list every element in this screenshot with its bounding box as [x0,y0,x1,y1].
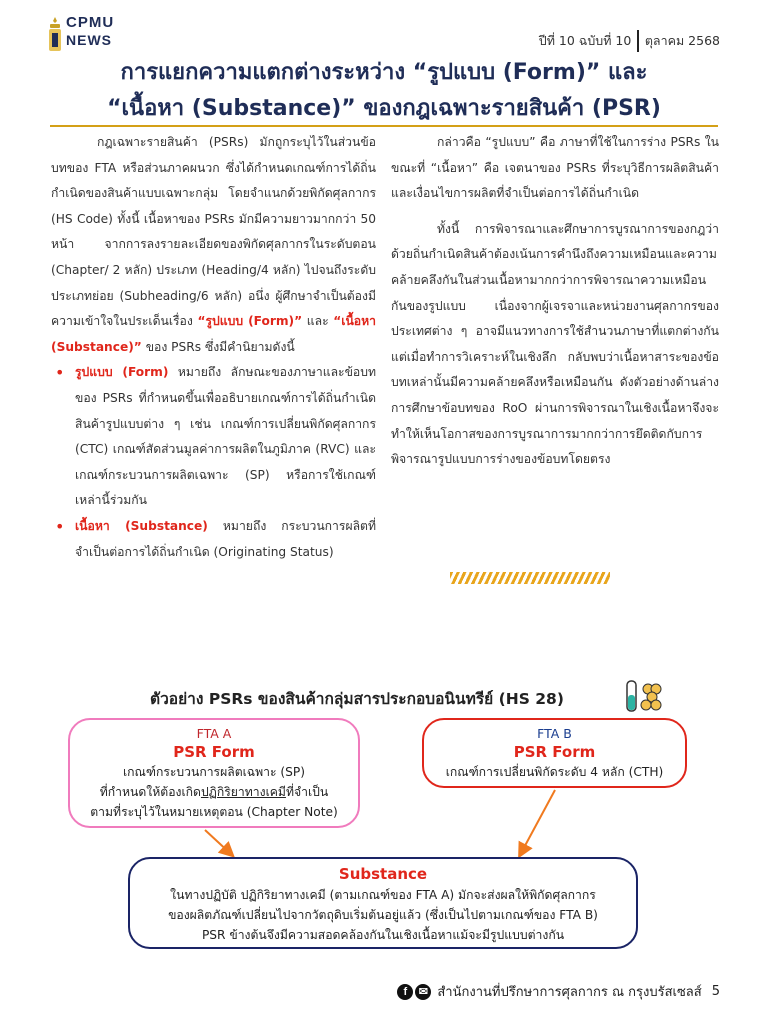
arrow-fta-a-to-substance [205,830,232,855]
bullet-substance-term: เนื้อหา (Substance) [75,518,208,533]
bullet-substance-text: หมายถึง กระบวนการผลิตที่จำเป็นต่อการได้ถิ่นกำเนิด (Originating Status) [75,518,376,559]
list-item-substance [51,514,376,565]
article-title [30,55,738,127]
decorative-stripe [450,572,610,584]
right-paragraph-1: กล่าวคือ “รูปแบบ” คือ ภาษาที่ใช้ในการร่าง PSRs ในขณะที่ “เนื้อหา” คือ เจตนาของ PSRs ที่ระบุวิธีการผลิตสินค้าและเงื่อนไขการผลิตที่จำเป็นต่อการได้ถิ่นกำเนิด [391,135,719,201]
fta-a-chemical-reaction: ปฏิกิริยาทางเคมี [200,785,286,799]
title-line-1: การแยกความแตกต่างระหว่าง “รูปแบบ (Form)” และ [120,60,648,85]
fta-b-box [422,718,687,788]
substance-box [128,857,638,949]
bullet-form-text: หมายถึง ลักษณะของภาษาและข้อบทของ PSRs ที่กำหนดขึ้นเพื่ออธิบายเกณฑ์การได้ถิ่นกำเนิดสินค้ารูปแบบต่าง ๆ เช่น เกณฑ์การเปลี่ยนพิกัดศุลกากร (CTC) เกณฑ์สัดส่วนมูลค่าการผลิตในภูมิภาค (RVC) และเกณฑ์กระบวนการผลิตเฉพาะ (SP) หรือการใช้เกณฑ์เหล่านี้ร่วมกัน [75,365,377,508]
logo-emblem-icon [46,16,64,52]
title-underline [50,125,718,127]
and-word: และ [306,314,329,329]
list-item-form [51,360,376,514]
substance-term: “เนื้อหา (Substance)” [51,314,377,354]
intro-tail: ของ PSRs ซึ่งมีคำนิยามดังนี้ [145,339,295,354]
substance-line-3: PSR ข้างต้นจึงมีความสอดคล้องกันในเชิงเนื้อหาแม้จะมีรูปแบบต่างกัน [201,928,565,942]
right-paragraph-2: ทั้งนี้ การพิจารณาและศึกษาการบูรณาการของกฎว่าด้วยถิ่นกำเนิดสินค้าต้องเน้นการคำนึงถึงความเหมือนและความคล้ายคลึงกันในส่วนเนื้อหามากกว่าการพิจารณาความเหมือนกันของรูปแบบ เนื่องจากผู้เจรจาและหน่วยงานศุลกากรของประเทศต่าง ๆ อาจมีแนวทางการใช้สำนวนภาษาที่แตกต่างกัน แต่เมื่อทำการวิเคราะห์ในเชิงลึก กลับพบว่าเนื้อหาสาระของข้อบทเหล่านั้นมีความคล้ายคลึงหรือเหมือนกัน ดังตัวอย่างด้านล่าง การศึกษาข้อบทของ RoO ผ่านการพิจารณาในเชิงเนื้อหาจึงจะทำให้เห็นโอกาสของการบูรณาการมากกว่าการยึดติดกับการพิจารณารูปแบบการร่างของข้อบทโดยตรง [391,221,719,467]
arrow-fta-b-to-substance [520,790,555,855]
fta-a-line-2 [70,782,358,802]
right-column [391,130,719,473]
left-column [51,130,376,565]
footer-office: สำนักงานที่ปรึกษาการศุลกากร ณ กรุงบรัสเซลส์ [437,985,702,1000]
title-line-2: “เนื้อหา (Substance)” ของกฎเฉพาะรายสินค้า (PSR) [107,96,661,121]
page-header [40,10,720,50]
fta-b-form-label: PSR Form [513,743,596,761]
page-footer [397,981,720,1002]
fta-b-name: FTA B [537,726,572,741]
issue-date: ตุลาคม 2568 [644,33,720,48]
intro-text: กฎเฉพาะรายสินค้า (PSRs) มักถูกระบุไว้ในส่วนข้อบทของ FTA หรือส่วนภาคผนวก ซึ่งได้กำหนดเกณฑ์การได้ถิ่นกำเนิดของสินค้าแบบเฉพาะกลุ่ม โดยจำแนกด้วยพิกัดศุลกากร (HS Code) ทั้งนี้ เนื้อหาของ PSRs มักมีความยาวมากกว่า 50 หน้า จากการลงรายละเอียดของพิกัดศุลกากรในระดับตอน (Chapter/ 2 หลัก) ประเภท (Heading/4 หลัก) ไปจนถึงระดับประเภทย่อย (Subheading/6 หลัก) อนึ่ง ผู้ศึกษาจำเป็นต้องมีความเข้าใจในประเด็นเรื่อง [51,135,376,329]
fta-a-box [68,718,360,828]
intro-paragraph [51,130,376,360]
test-tube-icon [623,679,663,715]
fta-a-line-2-pre: ที่กำหนดให้ต้องเกิด [99,785,201,799]
line-icon[interactable]: ✉ [415,984,431,1000]
fta-a-line-2-post: ที่จำเป็น [285,785,329,799]
substance-line-2: ของผลิตภัณฑ์เปลี่ยนไปจากวัตถุดิบเริ่มต้นอยู่แล้ว (ซึ่งเป็นไปตามเกณฑ์ของ FTA B) [168,908,598,922]
fta-a-name: FTA A [196,726,232,741]
issue-info [539,30,720,52]
issue-number: ปีที่ 10 ฉบับที่ 10 [538,33,632,48]
fta-b-line-1: เกณฑ์การเปลี่ยนพิกัดระดับ 4 หลัก (CTH) [445,765,664,779]
issue-divider [637,30,639,52]
fta-a-line-3: ตามที่ระบุไว้ในหมายเหตุตอน (Chapter Note) [90,805,338,819]
bullet-form-term: รูปแบบ (Form) [75,365,169,380]
page-number: 5 [711,984,720,999]
facebook-icon[interactable]: f [397,984,413,1000]
cpmu-news-logo [40,12,150,54]
substance-line-1: ในทางปฏิบัติ ปฏิกิริยาทางเคมี (ตามเกณฑ์ของ FTA A) มักจะส่งผลให้พิกัดศุลกากร [170,888,596,902]
fta-a-line-1: เกณฑ์กระบวนการผลิตเฉพาะ (SP) [122,765,305,779]
logo-text-top: CPMU [66,14,115,31]
form-term: “รูปแบบ (Form)” [197,314,303,329]
substance-label: Substance [338,865,428,883]
definition-list [51,360,376,565]
fta-a-form-label: PSR Form [173,743,255,761]
example-title: ตัวอย่าง PSRs ของสินค้ากลุ่มสารประกอบอนินทรีย์ (HS 28) [150,690,564,708]
logo-text-bottom: NEWS [66,32,112,48]
